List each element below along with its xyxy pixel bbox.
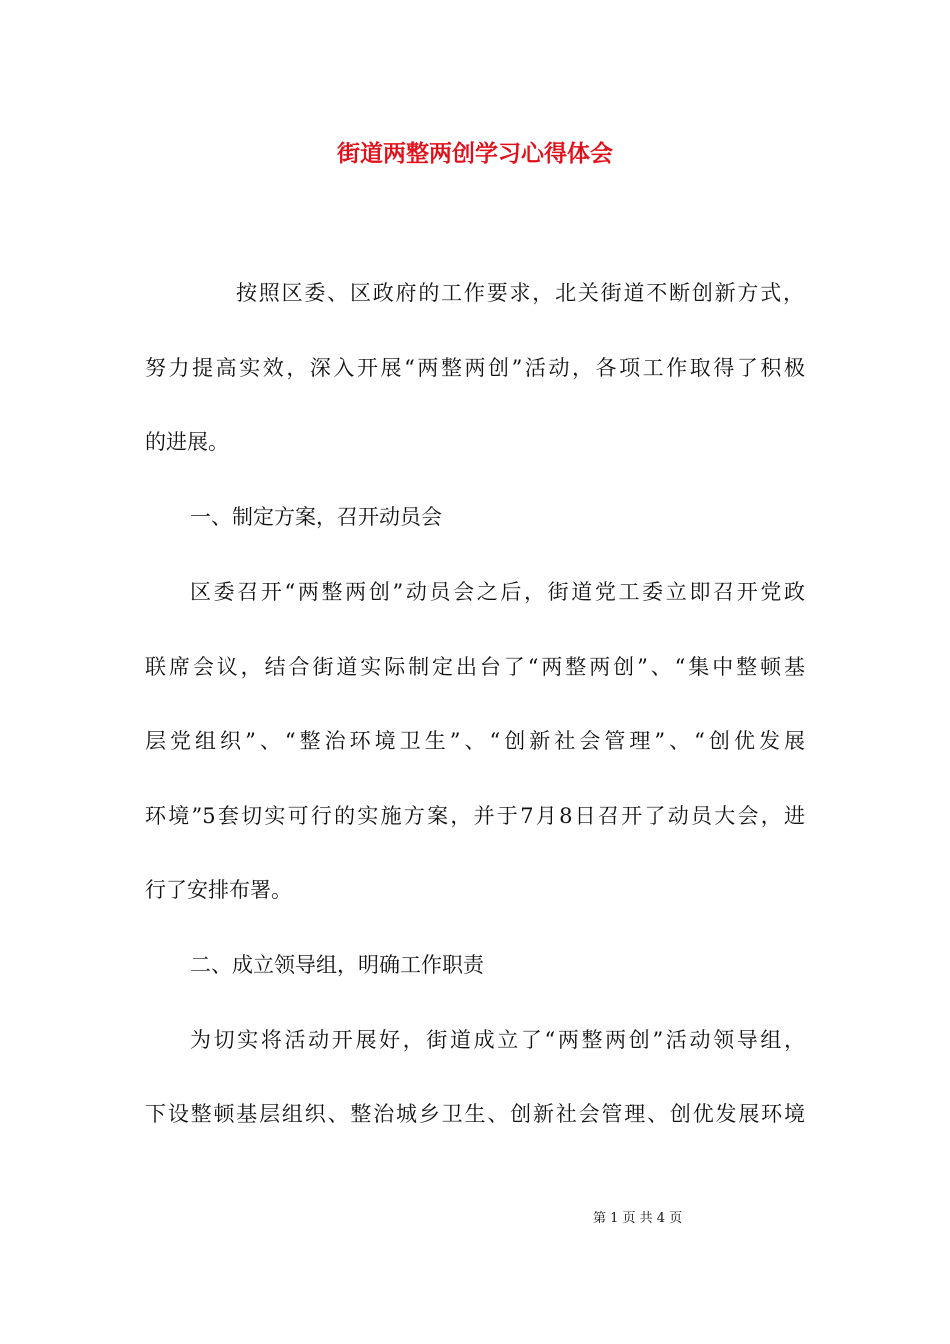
paragraph-line: 环境”5套切实可行的实施方案，并于7月8日召开了动员大会，进 xyxy=(145,804,805,828)
paragraph-line: 按照区委、区政府的工作要求，北关街道不断创新方式， xyxy=(236,281,804,305)
paragraph-line: 为切实将活动开展好，街道成立了“两整两创”活动领导组， xyxy=(190,1028,805,1052)
paragraph-line: 下设整顿基层组织、整治城乡卫生、创新社会管理、创优发展环境 xyxy=(145,1102,805,1126)
page-number-footer: 第 1 页 共 4 页 xyxy=(593,1211,683,1226)
paragraph-line: 的进展。 xyxy=(145,430,229,454)
paragraph-line: 层党组织”、“整治环境卫生”、“创新社会管理”、“创优发展 xyxy=(145,729,805,753)
document-title: 街道两整两创学习心得体会 xyxy=(337,140,613,167)
paragraph-line: 区委召开“两整两创”动员会之后，街道党工委立即召开党政 xyxy=(190,580,805,604)
paragraph-line: 联席会议，结合街道实际制定出台了“两整两创”、“集中整顿基 xyxy=(145,655,805,679)
section-heading: 一、制定方案，召开动员会 xyxy=(190,505,442,529)
paragraph-line: 行了安排布署。 xyxy=(145,878,292,902)
paragraph-line: 努力提高实效，深入开展“两整两创”活动，各项工作取得了积极 xyxy=(145,356,805,380)
section-heading: 二、成立领导组，明确工作职责 xyxy=(190,953,484,977)
